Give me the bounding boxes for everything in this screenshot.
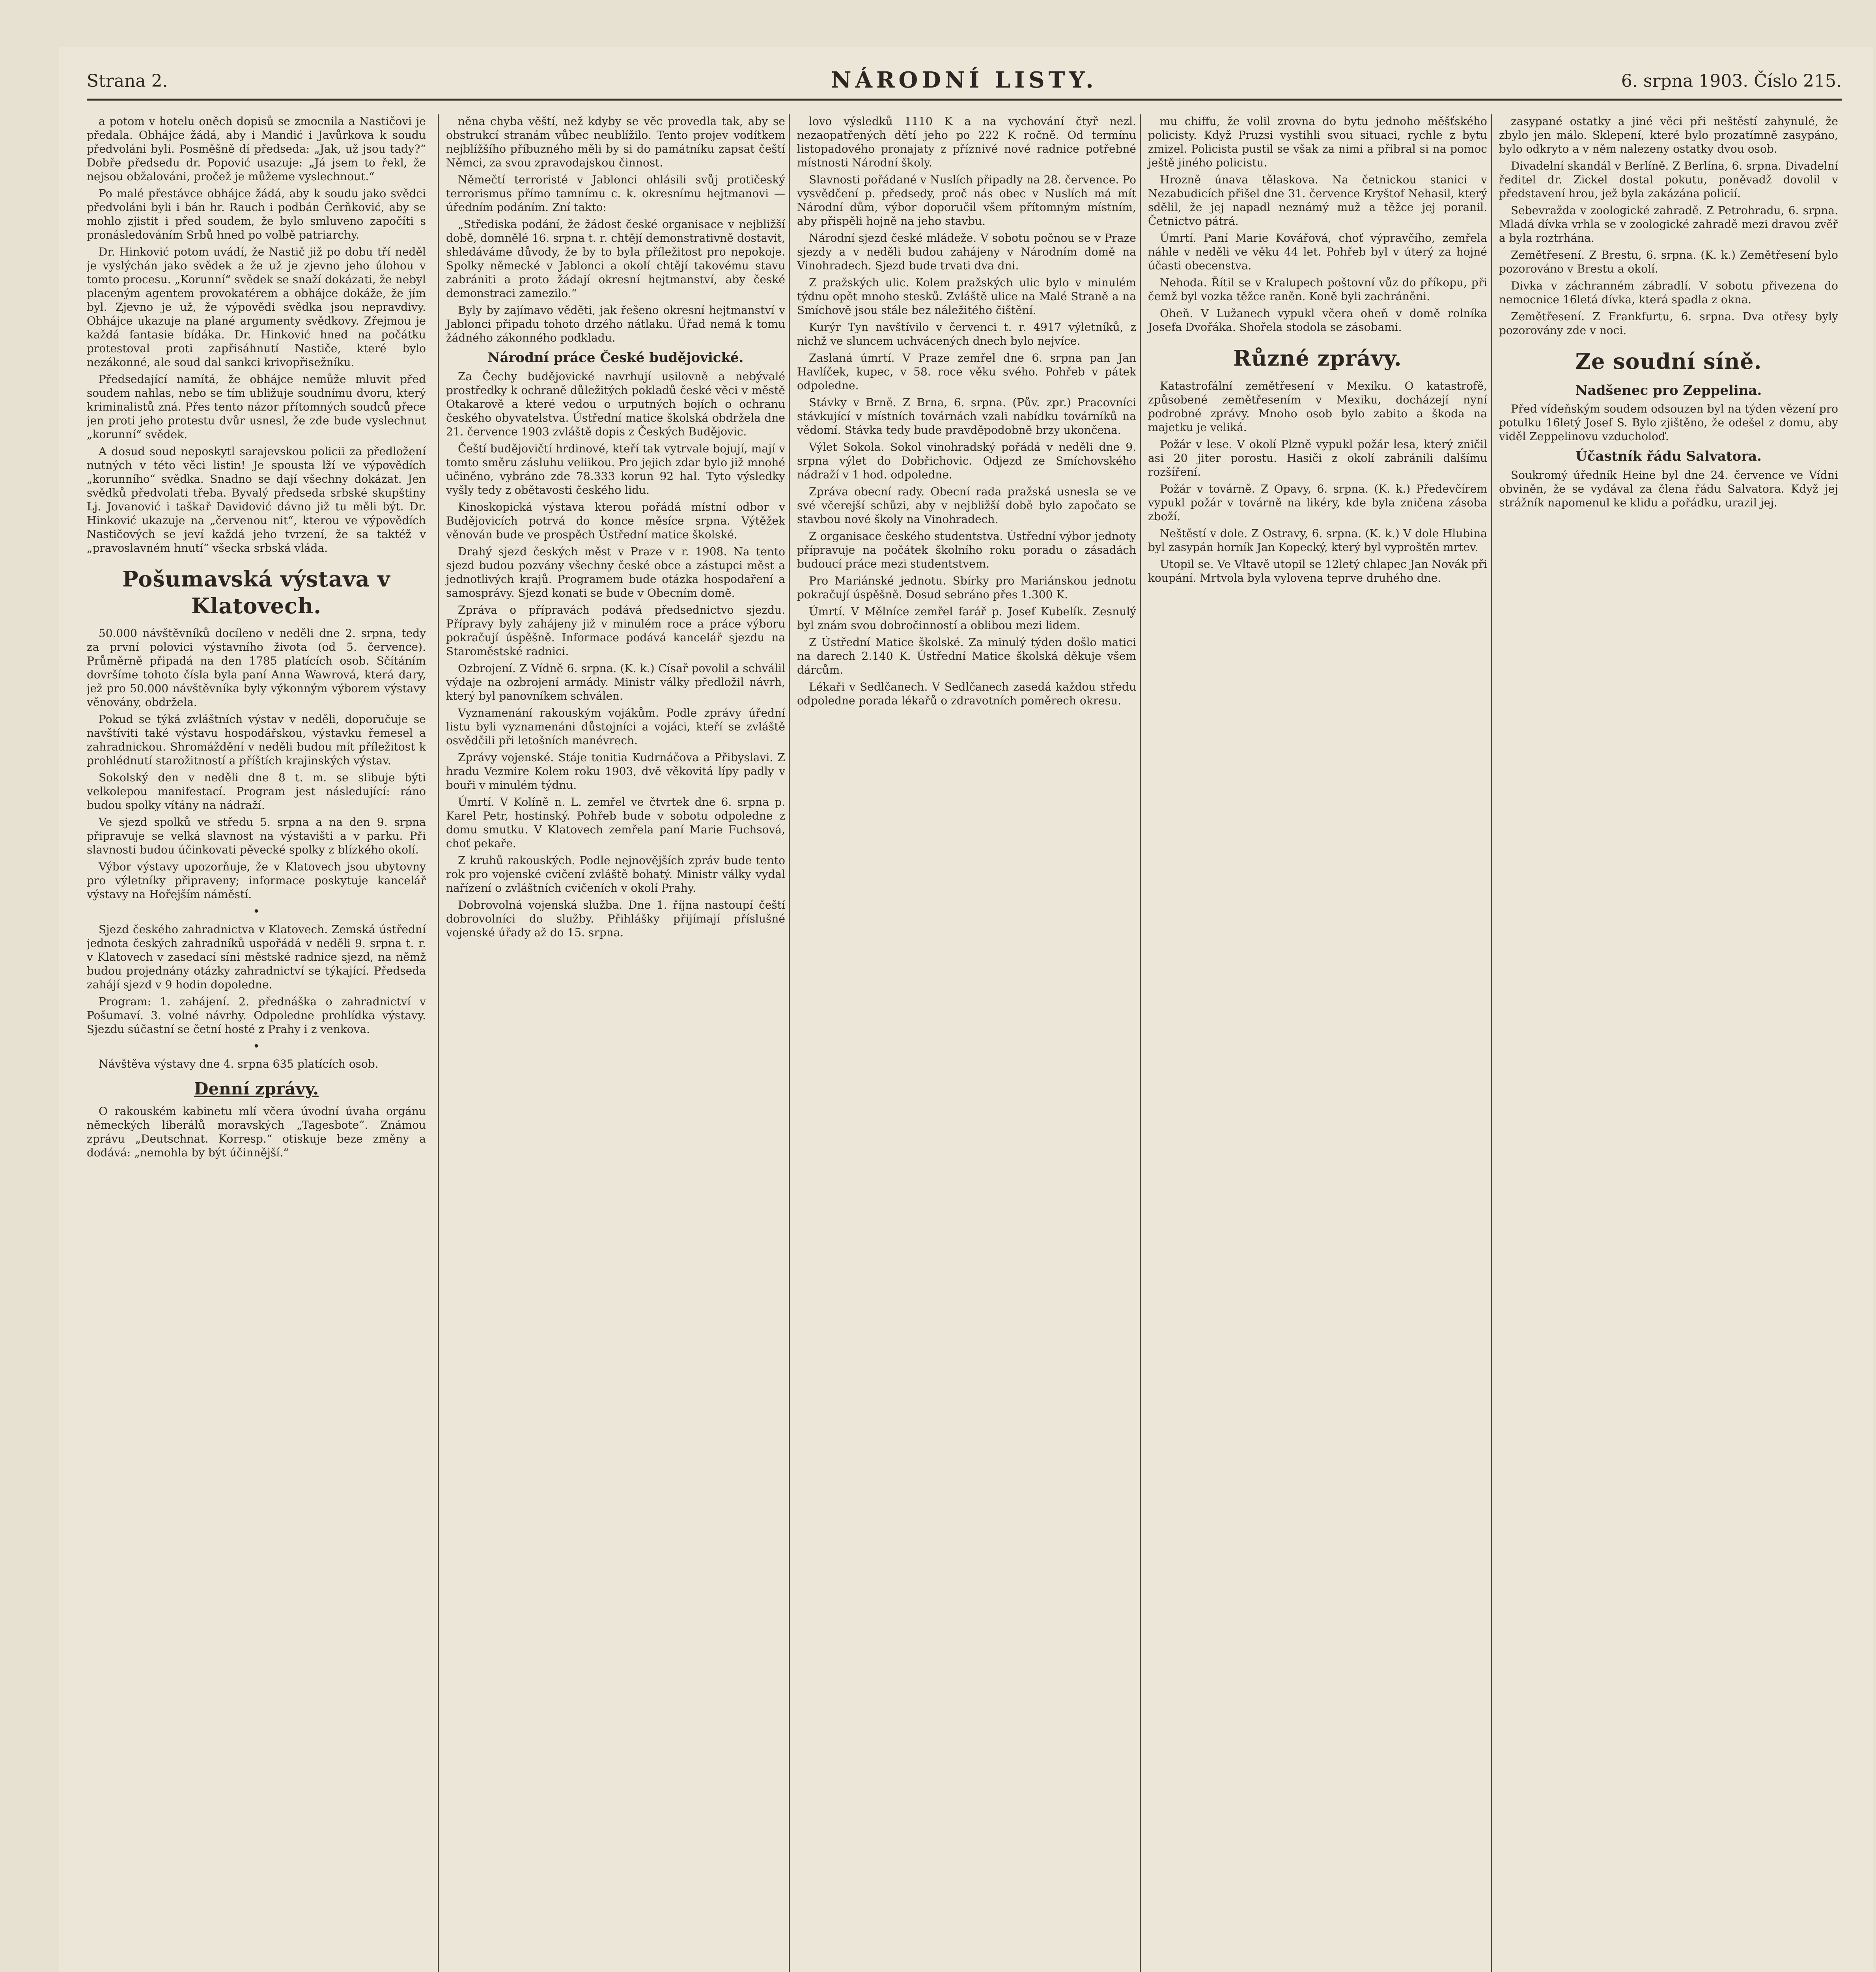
paragraph: O rakouském kabinetu mlí včera úvodní úvaha orgánu německých liberálů moravských „Tagesbote“. Známou zprávu „Deutschnat. Korresp.“ otiskuje beze změny a dodává: „nemohla by být účinnější.“	[87, 1104, 426, 1159]
page-number: Strana 2.	[87, 71, 168, 91]
paragraph: Lékaři v Sedlčanech. V Sedlčanech zasedá každou středu odpoledne porada lékařů o zdravotních poměrech okresu.	[797, 680, 1136, 707]
paragraph: Dobrovolná vojenská služba. Dne 1. října nastoupí čeští dobrovolníci do služby. Přihlášky přijímají příslušné vojenské úřady až do 15. srpna.	[446, 898, 785, 939]
paragraph: Požár v továrně. Z Opavy, 6. srpna. (K. k.) Předevčírem vypukl požár v továrně na likéry, kde byla zničena zásoba zboží.	[1148, 482, 1487, 523]
paragraph: Kurýr Tyn navštívilo v červenci t. r. 4917 výletníků, z nichž ve sluncem uchvácených dnech bylo nejvíce.	[797, 321, 1136, 347]
paragraph: Utopil se. Ve Vltavě utopil se 12letý chlapec Jan Novák při koupání. Mrtvola byla vylovena teprve druhého dne.	[1148, 557, 1487, 585]
column-4	[1140, 114, 1487, 1972]
section-heading: Různé zprávy.	[1233, 345, 1402, 371]
paragraph: Úmrtí. Paní Marie Kovářová, choť výpravčího, zemřela náhle v neděli ve věku 44 let. Pohřeb byl v úterý za hojné účasti obecenstva.	[1148, 232, 1487, 272]
paragraph: Sjezd českého zahradnictva v Klatovech. Zemská ústřední jednota českých zahradníků uspořádá v neděli 9. srpna t. r. v Klatovech v zasedací síni městské radnice sjezd, na němž budou projednány otázky zahradnictví se týkající. Předseda zahájí sjezd v 9 hodin dopoledne.	[87, 923, 426, 991]
paragraph: A dosud soud neposkytl sarajevskou policii za předložení nutných v této věci listin! Je spousta lží ve výpovědích „korunního“ svědka. Snadno se dají všechny dokázat. Jen svědků předvolati třeba. Byvalý předseda srbské skupštiny Lj. Jovanović i taškař Davidović dávno již tu měli být. Dr. Hinković ukazuje na „červenou nit“, kterou ve výpovědích Nastičových se jeví každá jeho tvrzení, že sa taktéž v „pravoslavném hnutí“ všecka srbská vláda.	[87, 445, 426, 555]
subsection-heading: Účastník řádu Salvatora.	[1575, 448, 1762, 464]
paragraph: „Střediska podání, že žádost české organisace v nejbližší době, domnělé 16. srpna t. r. chtějí demonstrativně dostavit, shledáváme důvody, že by to byla příležitost pro nepokoje. Spolky německé v Jablonci a okolí chtějí takovému stavu zabrániti a proto žádají okresní hejtmanství, aby české demonstraci zamezilo.“	[446, 218, 785, 300]
subsection-heading: Nadšenec pro Zeppelina.	[1575, 382, 1762, 398]
paragraph: Zemětřesení. Z Frankfurtu, 6. srpna. Dva otřesy byly pozorovány zde v noci.	[1499, 310, 1838, 337]
column-1	[87, 114, 426, 1972]
separator: •	[253, 1039, 260, 1053]
paragraph: Divka v záchranném zábradlí. V sobotu přivezena do nemocnice 16letá dívka, která spadla z okna.	[1499, 279, 1838, 306]
paragraph: Divadelní skandál v Berlíně. Z Berlína, 6. srpna. Divadelní ředitel dr. Zickel dostal pokutu, poněvadž dovolil v představení hrou, jež byla zakázána policií.	[1499, 159, 1838, 200]
paragraph: Stávky v Brně. Z Brna, 6. srpna. (Pův. zpr.) Pracovníci stávkující v místních továrnách vzali nabídku továrníků na vědomí. Stávka tedy bude pravděpodobně brzy ukončena.	[797, 396, 1136, 437]
column-5	[1491, 114, 1838, 1972]
paragraph: Nehoda. Řítil se v Kralupech poštovní vůz do příkopu, při čemž byl vozka těžce raněn. Koně byli zachráněni.	[1148, 276, 1487, 303]
paragraph: Zaslaná úmrtí. V Praze zemřel dne 6. srpna pan Jan Havlíček, kupec, v 58. roce věku svého. Pohřeb v pátek odpoledne.	[797, 351, 1136, 392]
paragraph: Národní sjezd české mládeže. V sobotu počnou se v Praze sjezdy a v neděli budou zahájeny v Národním domě na Vinohradech. Sjezd bude trvati dva dni.	[797, 232, 1136, 272]
paragraph: Ozbrojení. Z Vídně 6. srpna. (K. k.) Císař povolil a schválil výdaje na ozbrojení armády. Ministr války předložil návrh, který byl panovníkem schválen.	[446, 661, 785, 702]
paragraph: a potom v hotelu oněch dopisů se zmocnila a Nastičovi je předala. Obhájce žádá, aby i Mandić i Javůrkova k soudu předvoláni byli. Posměšně dí předseda: „Jak, už jsou tady?“ Dobře předsedu dr. Popović usazuje: „Já jsem to řekl, že nejsou obžalováni, pročež je můžeme vyslechnout.“	[87, 115, 426, 183]
paragraph: Kinoskopická výstava kterou pořádá místní odbor v Budějovicích potrvá do konce měsíce srpna. Výtěžek věnován bude ve prospěch Ústřední matice školské.	[446, 500, 785, 541]
column-3	[789, 114, 1136, 1972]
paragraph: Ve sjezd spolků ve středu 5. srpna a na den 9. srpna připravuje se velká slavnost na výstavišti a v parku. Při slavnosti budou účinkovati pěvecké spolky z blízkého okolí.	[87, 816, 426, 856]
paragraph: Před vídeňským soudem odsouzen byl na týden vězení pro potulku 16letý Josef S. Bylo zjištěno, že odešel z domu, aby viděl Zeppelinovu vzducholoď.	[1499, 402, 1838, 443]
section-heading: Denní zprávy.	[194, 1079, 319, 1098]
section-heading: Ze soudní síně.	[1575, 349, 1762, 374]
paragraph: Program: 1. zahájení. 2. přednáška o zahradnictví v Pošumaví. 3. volné návrhy. Odpoledne prohlídka výstavy. Sjezdu súčastní se četní hosté z Prahy i z venkova.	[87, 995, 426, 1036]
paragraph: Z Ústřední Matice školské. Za minulý týden došlo matici na darech 2.140 K. Ústřední Matice školská děkuje všem dárcům.	[797, 636, 1136, 676]
paragraph: Návštěva výstavy dne 4. srpna 635 platících osob.	[99, 1057, 379, 1070]
paragraph: Požár v lese. V okolí Plzně vypukl požár lesa, který zničil asi 20 jiter porostu. Hasiči z okolí zabránili dalšímu rozšíření.	[1148, 437, 1487, 478]
paragraph: Za Čechy budějovické navrhují usilovně a nebývalé prostředky k ochraně důležitých pokladů české věci v městě Otakarově a které vedou o urputných bojích o ochranu českého obyvatelstva. Ústřední matice školská obdržela dne 21. července 1903 zvláště dopis z Českých Budějovic.	[446, 370, 785, 438]
paragraph: Slavnosti pořádané v Nuslích připadly na 28. července. Po vysvědčení p. předsedy, proč nás obec v Nuslích má mít Národní dům, výbor doporučil všem přítomným místním, aby přispěli hojně na jeho stavbu.	[797, 173, 1136, 228]
paragraph: Němečtí terroristé v Jablonci ohlásili svůj protičeský terrorismus přímo tamnímu c. k. okresnímu hejtmanovi — úředním podáním. Zní takto:	[446, 173, 785, 214]
section-heading: Pošumavská výstava v Klatovech.	[122, 566, 390, 618]
paragraph: zasypané ostatky a jiné věci při neštěstí zahynulé, že zbylo jen málo. Sklepení, které bylo prozatímně zasypáno, bylo odkryto a v něm nalezeny ostatky dvou osob.	[1499, 115, 1838, 155]
paragraph: lovo výsledků 1110 K a na vychování čtyř nezl. nezaopatřených dětí jeho po 222 K ročně. Od termínu listopadového pronajaty z příznivé nové radnice potřebné místnosti Národní školy.	[797, 115, 1136, 169]
paragraph: Byly by zajímavo věděti, jak řešeno okresní hejtmanství v Jablonci připadu tohoto drzého nátlaku. Úřad nemá k tomu žádného zákonného podkladu.	[446, 304, 785, 344]
paragraph: Soukromý úředník Heine byl dne 24. července ve Vídni obviněn, že se vydával za člena řádu Salvatora. Když jej strážník napomenul ke klidu a pořádku, urazil jej.	[1499, 468, 1838, 509]
paragraph: Výlet Sokola. Sokol vinohradský pořádá v neděli dne 9. srpna výlet do Dobřichovic. Odjezd ze Smíchovského nádraží v 1 hod. odpoledne.	[797, 441, 1136, 481]
paragraph: 50.000 návštěvníků docíleno v neděli dne 2. srpna, tedy za první polovici výstavního života (od 5. července). Průměrně připadá na den 1785 platících osob. Sčítáním dovršíme tohoto čísla byla paní Anna Wawrová, která dary, jež pro 50.000 návštěvníka byly výkonným výborem výstavy věnovány, obdržela.	[87, 627, 426, 709]
paragraph: Katastrofální zemětřesení v Mexiku. O katastrofě, způsobené zemětřesením v Mexiku, docházejí nyní podrobné zprávy. Mnoho osob bylo zabito a škoda na majetku je veliká.	[1148, 379, 1487, 434]
paragraph: Neštěstí v dole. Z Ostravy, 6. srpna. (K. k.) V dole Hlubina byl zasypán horník Jan Kopecký, který byl vyproštěn mrtev.	[1148, 527, 1487, 554]
column-2	[438, 114, 785, 1972]
paragraph: Úmrtí. V Kolíně n. L. zemřel ve čtvrtek dne 6. srpna p. Karel Petr, hostinský. Pohřeb bude v sobotu odpoledne z domu smutku. V Klatovech zemřela paní Marie Fuchsová, choť pekaře.	[446, 795, 785, 850]
paragraph: Po malé přestávce obhájce žádá, aby k soudu jako svědci předvoláni byli i bán hr. Rauch i podbán Čerňković, aby se mohlo zjistit i před soudem, že bylo smluveno započíti s pronásledováním Srbů hned po volbě patriarchy.	[87, 187, 426, 241]
columns	[87, 114, 1842, 1972]
newspaper-page	[59, 47, 1873, 1972]
paragraph: Sebevražda v zoologické zahradě. Z Petrohradu, 6. srpna. Mladá dívka vrhla se v zoologické zahradě mezi dravou zvěř a byla roztrhána.	[1499, 204, 1838, 245]
paragraph: Z kruhů rakouských. Podle nejnovějších zpráv bude tento rok pro vojenské cvičení zvláště bohatý. Ministr války vydal nařízení o zvláštních cvičeních v okolí Prahy.	[446, 853, 785, 894]
paragraph: mu chiffu, že volil zrovna do bytu jednoho měšťského policisty. Když Pruzsi vystihli svou situaci, rychle z bytu zmizel. Policista pustil se však za nimi a přibral si na pomoc ještě jiného policistu.	[1148, 115, 1487, 169]
paragraph: Zpráva o přípravách podává předsednictvo sjezdu. Přípravy byly zahájeny již v minulém roce a práce výboru pokračují úspěšně. Informace podává kancelář sjezdu na Staroměstské radnici.	[446, 603, 785, 658]
paragraph: Úmrtí. V Mělníce zemřel farář p. Josef Kubelík. Zesnulý byl znám svou dobročinností a oblibou mezi lidem.	[797, 605, 1136, 632]
paragraph: Zemětřesení. Z Brestu, 6. srpna. (K. k.) Zemětřesení bylo pozorováno v Brestu a okolí.	[1499, 248, 1838, 275]
paragraph: Pokud se týká zvláštních výstav v neděli, doporučuje se navštíviti také výstavu hospodářskou, výstavku řemesel a zahradnickou. Shromáždění v neděli budou mít příležitost k prohlédnutí starožitností a příštích krajinských výstav.	[87, 713, 426, 767]
masthead-title: NÁRODNÍ LISTY.	[831, 67, 1098, 93]
paragraph: Z pražských ulic. Kolem pražských ulic bylo v minulém týdnu opět mnoho stesků. Zvláště ulice na Malé Straně a na Smíchově jsou stále bez náležitého čištění.	[797, 276, 1136, 317]
paragraph: Oheň. V Lužanech vypukl včera oheň v domě rolníka Josefa Dvořáka. Shořela stodola se zásobami.	[1148, 307, 1487, 334]
paragraph: Předsedající namítá, že obhájce nemůže mluvit před soudem nahlas, nebo se tím ubližuje soudnímu dvoru, který kriminalistů zná. Přes tento názor přítomných soudců přece jen proti jeho protestu dvůr usnesl, že zde bude vyslechnut „korunní“ svědek.	[87, 373, 426, 441]
paragraph: Hrozně únava tělaskova. Na četnickou stanici v Nezabudicích přišel dne 31. července Kryštof Nehasil, který sdělil, že jej napadl neznámý muž a těžce jej poranil. Četnictvo pátrá.	[1148, 173, 1487, 228]
paragraph: Zpráva obecní rady. Obecní rada pražská usnesla se ve své včerejší schůzi, aby v nejbližší době bylo započato se stavbou nové školy na Vinohradech.	[797, 485, 1136, 526]
paragraph: Výbor výstavy upozorňuje, že v Klatovech jsou ubytovny pro výletníky připraveny; informace poskytuje kancelář výstavy na Hořejším náměstí.	[87, 860, 426, 901]
paragraph: Sokolský den v neděli dne 8 t. m. se slibuje býti velkolepou manifestací. Program jest následující: ráno budou spolky vítány na nádraží.	[87, 771, 426, 812]
paragraph: Čeští budějovičtí hrdinové, kteří tak vytrvale bojují, mají v tomto směru zásluhu veliikou. Pro jejich zdar bylo již mnohé učiněno, vybráno zde 78.333 korun 92 hal. Tyto výsledky vyšly tedy z obětavosti českého lidu.	[446, 442, 785, 497]
page-header	[87, 63, 1842, 101]
paragraph: Vyznamenání rakouským vojákům. Podle zprávy úřední listu byli vyznamenáni důstojníci a vojáci, kteří se zvláště osvědčili při letošních manévrech.	[446, 706, 785, 747]
paragraph: něna chyba věští, než kdyby se věc provedla tak, aby se obstrukcí stranám vůbec neublížilo. Tento projev vodítkem nejblížšího příbuzného měli by si do památníku zapsat čeští Němci, za svou zpravodajskou činnost.	[446, 115, 785, 169]
paragraph: Pro Mariánské jednotu. Sbírky pro Mariánskou jednotu pokračují úspěšně. Dosud sebráno přes 1.300 K.	[797, 574, 1136, 601]
paragraph: Z organisace českého studentstva. Ústřední výbor jednoty přípravuje na počátek školního roku poradu o zásadách budoucí práce mezi studentstvem.	[797, 530, 1136, 570]
issue-date: 6. srpna 1903. Číslo 215.	[1621, 71, 1842, 91]
section-heading: Národní práce České budějovické.	[487, 350, 744, 366]
separator: •	[253, 905, 260, 919]
paragraph: Dr. Hinković potom uvádí, že Nastič již po dobu tří neděl je vyslýchán jako svědek a že už je zjevno jeho úlohou v tomto procesu. „Korunní“ svědek se snaží dokázati, že nebyl placeným agentem provokatérem a obhájce dokáže, že jím byl. Zjevno je už, že výpovědi svědka jsou nepravdivy. Obhájce ukazuje na plané argumenty svědkovy. Zřejmou je každá fantasie bídáka. Dr. Hinković hned na počátku protestoval proti zapřisáhnutí Nastiče, které bylo nezákonné, ale soud dal sankci krivopřisežníku.	[87, 245, 426, 369]
paragraph: Zprávy vojenské. Stáje tonitia Kudrnáčova a Přibyslavi. Z hradu Vezmire Kolem roku 1903, dvě věkovitá lípy padly v bouři v minulém týdnu.	[446, 751, 785, 792]
paragraph: Drahý sjezd českých měst v Praze v r. 1908. Na tento sjezd budou pozvány všechny české obce a zástupci měst a jednotlivých krajů. Programem bude otázka hospodaření a samosprávy. Sjezd konati se bude v Obecním domě.	[446, 545, 785, 599]
